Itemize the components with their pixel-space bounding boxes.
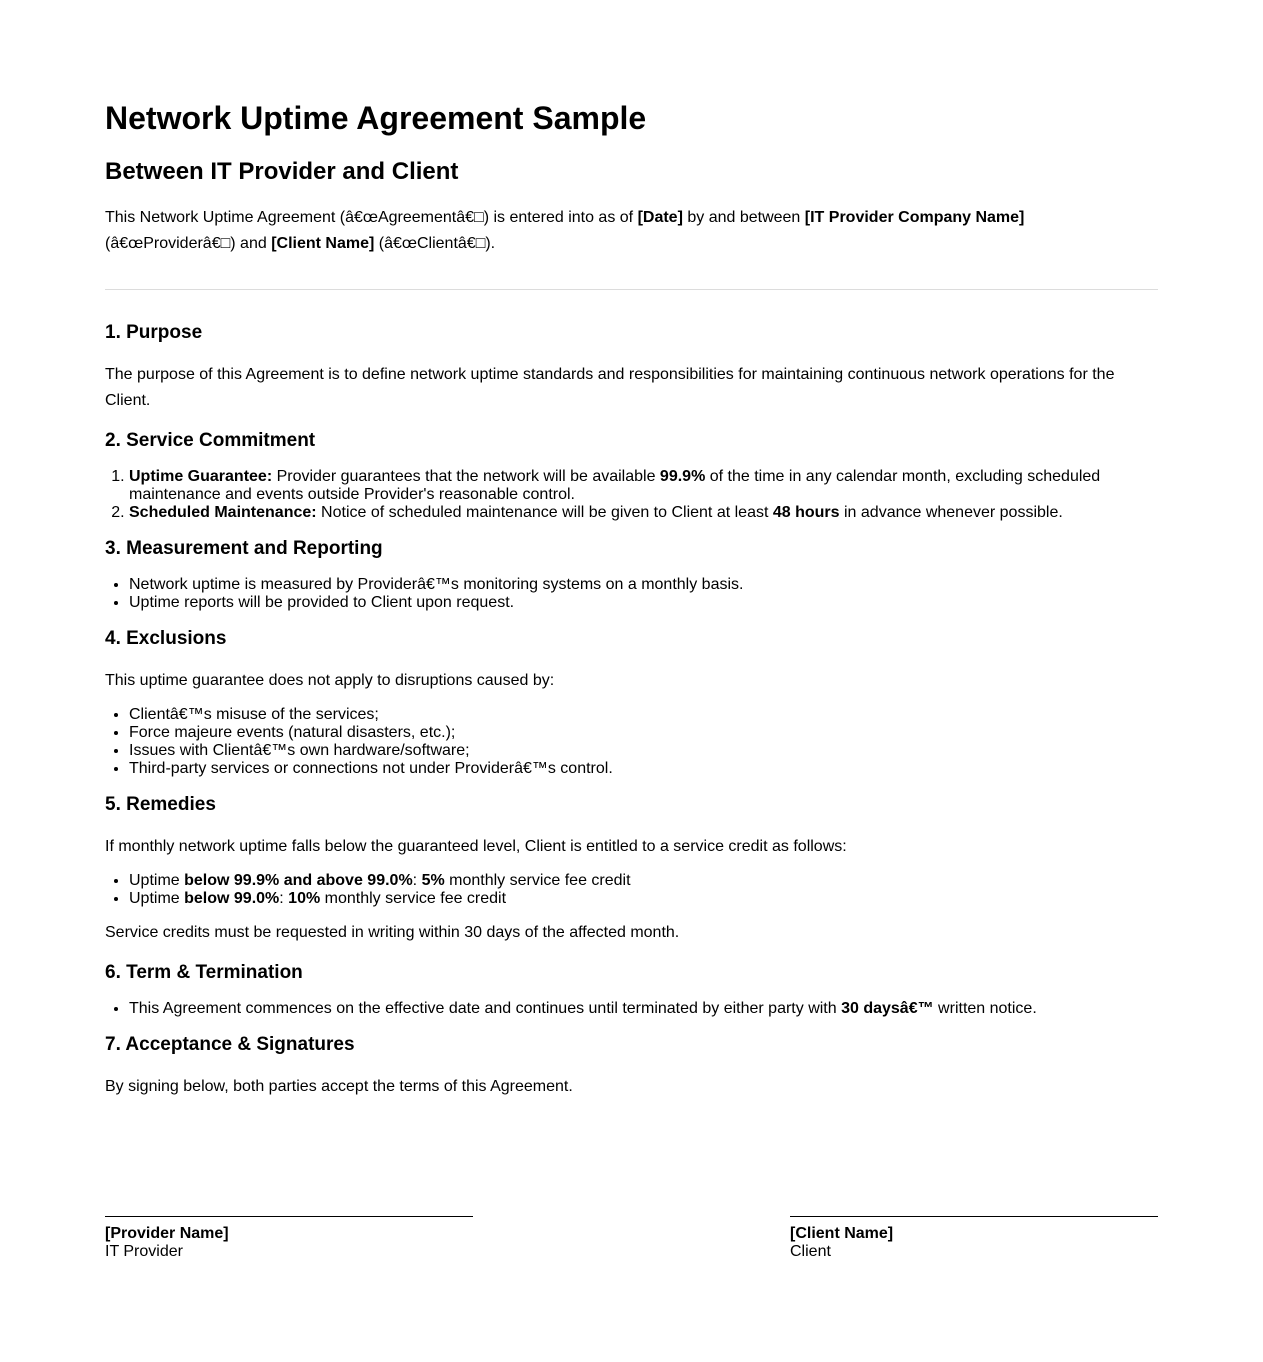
intro-text: (â€œProviderâ€□) and (105, 235, 272, 252)
notice-hours: 48 hours (772, 504, 840, 521)
client-signature-line (790, 1216, 1158, 1217)
list-item (129, 872, 1158, 890)
purpose-text: The purpose of this Agreement is to define network uptime standards and responsibilities for maintaining continuous network operations for the Client. (105, 366, 1115, 409)
measurement-list (105, 576, 1158, 612)
item-text: Uptime (129, 890, 185, 907)
item-text: : (412, 872, 422, 889)
item-text: written notice. (933, 1000, 1037, 1017)
remedies-note: Service credits must be requested in writing within 30 days of the affected month. (105, 924, 680, 941)
list-item: • Force majeure events (natural disasters, etc.); (129, 724, 1158, 742)
section-measurement (105, 536, 1158, 612)
list-item (129, 1000, 1158, 1018)
intro-text: (â€œClientâ€□). (374, 235, 496, 252)
item-label: Uptime Guarantee: (129, 468, 273, 485)
provider-role: IT Provider (105, 1243, 183, 1260)
list-item (129, 504, 1158, 522)
section-divider (105, 289, 1158, 290)
section-term (105, 960, 1158, 1018)
provider-name: [Provider Name] (105, 1225, 229, 1242)
section-heading: 6. Term & Termination (105, 962, 303, 983)
date-placeholder: [Date] (637, 209, 683, 226)
list-item: • Third-party services or connections not under Providerâ€™s control. (129, 760, 1158, 778)
item-text: monthly service fee credit (320, 890, 507, 907)
item-text: Provider guarantees that the network will be available (272, 468, 660, 485)
signature-row (105, 1216, 1158, 1261)
credit-percentage: 5% (421, 872, 445, 889)
item-text: This Agreement commences on the effective date and continues until terminated by either party with (129, 1000, 842, 1017)
item-label: Scheduled Maintenance: (129, 504, 317, 521)
list-item: • Issues with Clientâ€™s own hardware/software; (129, 742, 1158, 760)
intro-paragraph (105, 205, 1158, 257)
document-subtitle: Between IT Provider and Client (105, 158, 459, 185)
section-heading: 3. Measurement and Reporting (105, 538, 383, 559)
item-text: Uptime (129, 872, 185, 889)
section-exclusions (105, 626, 1158, 778)
section-heading: 4. Exclusions (105, 628, 227, 649)
credit-percentage: 10% (288, 890, 321, 907)
section-remedies (105, 792, 1158, 946)
exclusions-list (105, 706, 1158, 778)
remedies-list (105, 872, 1158, 908)
item-text: of the time in any calendar month, excluding scheduled maintenance and events outside Provider's reasonable control. (129, 468, 1101, 503)
agreement-body (105, 320, 1158, 1100)
client-name-placeholder: [Client Name] (271, 235, 375, 252)
list-item: • Clientâ€™s misuse of the services; (129, 706, 1158, 724)
provider-signature-line (105, 1216, 473, 1217)
client-signature-block (790, 1216, 1158, 1261)
exclusions-text: This uptime guarantee does not apply to disruptions caused by: (105, 672, 555, 689)
list-item: • Uptime reports will be provided to Client upon request. (129, 594, 1158, 612)
list-item: • Network uptime is measured by Providerâ€™s monitoring systems on a monthly basis. (129, 576, 1158, 594)
document-title: Network Uptime Agreement Sample (105, 100, 647, 136)
list-item (129, 468, 1158, 504)
provider-signature-block (105, 1216, 473, 1261)
item-text: Notice of scheduled maintenance will be given to Client at least (316, 504, 773, 521)
section-heading: 2. Service Commitment (105, 430, 316, 451)
intro-text: by and between (682, 209, 805, 226)
client-role: Client (790, 1243, 831, 1260)
item-text: : (279, 890, 289, 907)
term-list (105, 1000, 1158, 1018)
section-heading: 7. Acceptance & Signatures (105, 1034, 355, 1055)
commitment-list (105, 468, 1158, 522)
uptime-range: below 99.9% and above 99.0% (184, 872, 413, 889)
acceptance-text: By signing below, both parties accept the terms of this Agreement. (105, 1078, 573, 1095)
section-heading: 5. Remedies (105, 794, 216, 815)
section-heading: 1. Purpose (105, 322, 203, 343)
item-text: monthly service fee credit (444, 872, 631, 889)
provider-company-placeholder: [IT Provider Company Name] (804, 209, 1025, 226)
intro-text: This Network Uptime Agreement (â€œAgreementâ€□) is entered into as of (105, 209, 638, 226)
list-item (129, 890, 1158, 908)
uptime-percentage: 99.9% (659, 468, 706, 485)
item-text: in advance whenever possible. (839, 504, 1063, 521)
notice-period: 30 daysâ€™ (841, 1000, 934, 1017)
client-name: [Client Name] (790, 1225, 894, 1242)
section-purpose (105, 320, 1158, 414)
uptime-range: below 99.0% (184, 890, 280, 907)
section-acceptance (105, 1032, 1158, 1100)
section-service-commitment (105, 428, 1158, 522)
remedies-text: If monthly network uptime falls below the guaranteed level, Client is entitled to a service credit as follows: (105, 838, 847, 855)
